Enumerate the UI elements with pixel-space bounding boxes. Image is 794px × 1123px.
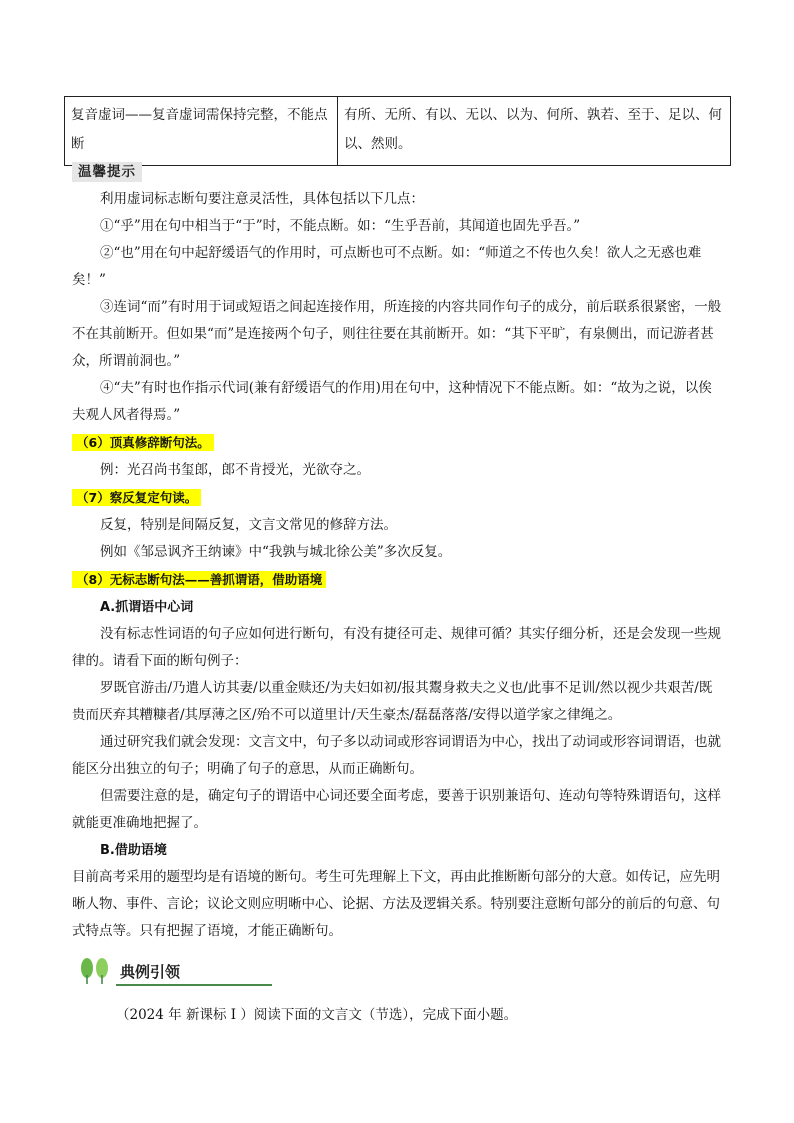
subsection-b-title: B.借助语境 (100, 843, 167, 858)
example-underline (116, 984, 272, 986)
tree-icon (78, 957, 114, 985)
tip-item-3: ③连词“而”有时用于词或短语之间起连接作用，所连接的内容共同作句子的成分，前后联系很紧密，一般不在其前断开。但如果“而”是连接两个句子，则往往要在其前断开。如：“其下平旷，有泉侧出，而记游者甚众，所谓前洞也。” (72, 299, 722, 369)
table-row (65, 97, 731, 166)
subsection-a-text-3: 通过研究我们就会发现：文言文中，句子多以动词或形容词谓语为中心，找出了动词或形容词谓语，也就能区分出独立的句子；明确了句子的意思，从而正确断句。 (72, 734, 721, 777)
subsection-a-title: A.抓谓语中心词 (100, 600, 194, 615)
section-6 (72, 429, 724, 457)
example-source: （2024 年 新课标 I ）阅读下面的文言文（节选），完成下面小题。 (116, 1007, 518, 1023)
section-7 (72, 484, 724, 512)
tip-label: 温馨提示 (72, 162, 142, 182)
table-cell-examples: 有所、无所、有以、无以、以为、何所、孰若、至于、足以、何以、然则。 (338, 97, 731, 166)
example-header (78, 955, 198, 987)
tip-item-2: ②“也”用在句中起舒缓语气的作用时，可点断也可不点断。如：“师道之不传也久矣！欲人之无惑也难矣！” (72, 245, 702, 288)
subsection-a-text-2: 罗既官游击/乃遣人访其妻/以重金赎还/为夫妇如初/报其鬻身救夫之义也/此事不足训/然以视少共艰苦/既贵而厌弃其糟糠者/其厚薄之区/殆不可以道里计/天生豪杰/磊磊落落/安得以道学家之律绳之。 (72, 680, 713, 723)
section-8-title: （8）无标志断句法——善抓谓语，借助语境 (72, 571, 326, 588)
section-8 (72, 566, 724, 594)
section-7-text-1: 反复，特别是间隔反复，文言文常见的修辞方法。 (100, 517, 397, 533)
tips-block (72, 186, 724, 945)
table-cell-rule: 复音虚词——复音虚词需保持完整，不能点断 (65, 97, 338, 166)
tip-item-4: ④“夫”有时也作指示代词(兼有舒缓语气的作用)用在句中，这种情况下不能点断。如：“故为之说，以俟夫观人风者得焉。” (72, 380, 712, 423)
example-label: 典例引领 (120, 963, 181, 981)
subsection-b-text: 目前高考采用的题型均是有语境的断句。考生可先理解上下文，再由此推断断句部分的大意。如传记，应先明晰人物、事件、言论；议论文则应明晰中心、论据、方法及逻辑关系。特别要注意断句部分的前后的句意、句式特点等。只有把握了语境，才能正确断句。 (72, 869, 720, 939)
section-6-title: （6）顶真修辞断句法。 (72, 434, 214, 451)
function-word-table (64, 96, 731, 166)
subsection-a-text-1: 没有标志性词语的句子应如何进行断句，有没有捷径可走、规律可循？其实仔细分析，还是会发现一些规律的。请看下面的断句例子： (72, 626, 721, 669)
section-7-text-2: 例如《邹忌讽齐王纳谏》中“我孰与城北徐公美”多次反复。 (100, 544, 452, 560)
tips-intro: 利用虚词标志断句要注意灵活性，具体包括以下几点： (100, 191, 424, 207)
section-7-title: （7）察反复定句读。 (72, 489, 201, 506)
tip-item-1: ①“乎”用在句中相当于“于”时，不能点断。如：“生乎吾前，其闻道也固先乎吾。” (100, 218, 581, 234)
subsection-a-text-4: 但需要注意的是，确定句子的谓语中心词还要全面考虑，要善于识别兼语句、连动句等特殊谓语句，这样就能更准确地把握了。 (72, 788, 721, 831)
section-6-text: 例：光召尚书玺郎，郎不肯授光，光欲夺之。 (100, 462, 370, 478)
